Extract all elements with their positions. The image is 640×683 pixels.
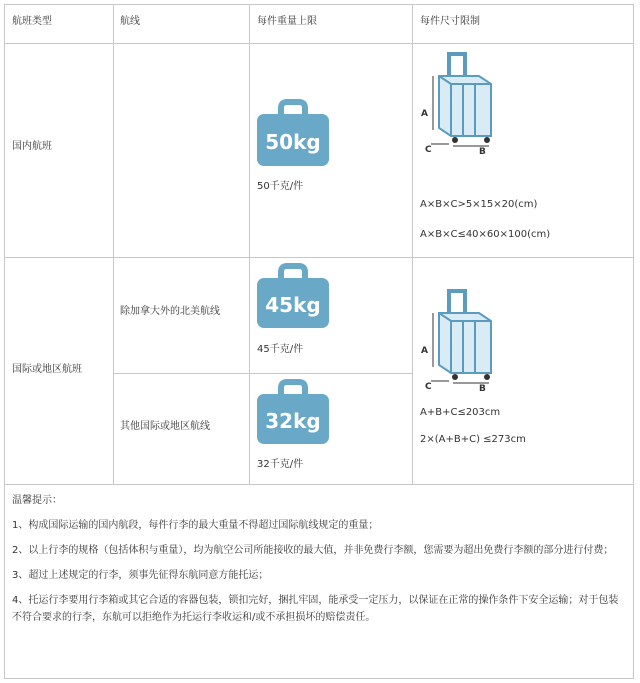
intl-route-north-america: 除加拿大外的北美航线 [120, 306, 220, 317]
header-flight-type: 航班类型 [12, 16, 52, 27]
dim-label-b: B [479, 147, 486, 157]
suitcase-diagram-intl [417, 285, 507, 395]
tips-title: 温馨提示： [12, 495, 62, 506]
dim-label-a: A [421, 109, 428, 119]
intl-size-line-1: A+B+C≤203cm [420, 407, 501, 418]
tip-item: 1、构成国际运输的国内航段，每件行李的最大重量不得超过国际航线规定的重量； [12, 520, 379, 531]
dim-label-c: C [425, 145, 432, 155]
weight-badge-45 [255, 262, 331, 330]
header-weight-limit: 每件重量上限 [257, 16, 317, 27]
suitcase-diagram-domestic [417, 48, 507, 158]
tip-item: 3、超过上述规定的行李，须事先征得东航同意方能托运； [12, 570, 269, 581]
dim-label-a: A [421, 346, 428, 356]
domestic-size-line-1: A×B×C>5×15×20(cm) [420, 199, 538, 210]
intl-weight-text-32: 32千克/件 [257, 459, 304, 470]
tip-item: 4、托运行李要用行李箱或其它合适的容器包装，锁扣完好，捆扎牢固，能承受一定压力，以保证在正常的操作条件下安全运输；对于包装不符合要求的行李，东航可以拒绝作为托运行李收运和/或不承担损坏的赔偿责任。 [12, 595, 619, 623]
weight-badge-32 [255, 378, 331, 446]
domestic-flight-type: 国内航班 [12, 141, 52, 152]
tip-item: 2、以上行李的规格（包括体积与重量），均为航空公司所能接收的最大值，并非免费行李额，您需要为超出免费行李额的部分进行付费； [12, 545, 614, 556]
weight-badge-label: 45kg [265, 293, 321, 317]
dim-label-b: B [479, 384, 486, 394]
row-divider-header [4, 43, 634, 44]
row-divider-tips [4, 484, 634, 485]
header-route: 航线 [120, 16, 140, 27]
col-divider-2 [249, 4, 250, 484]
intl-size-line-2: 2×(A+B+C) ≤273cm [420, 434, 526, 445]
header-size-limit: 每件尺寸限制 [420, 16, 480, 27]
weight-badge-50 [255, 98, 331, 168]
domestic-weight-text: 50千克/件 [257, 181, 304, 192]
intl-flight-type: 国际或地区航班 [12, 364, 82, 375]
row-divider-domestic [4, 257, 634, 258]
col-divider-3 [412, 4, 413, 484]
domestic-size-line-2: A×B×C≤40×60×100(cm) [420, 229, 551, 240]
intl-route-other: 其他国际或地区航线 [120, 421, 210, 432]
intl-weight-text-45: 45千克/件 [257, 344, 304, 355]
tips-section [12, 492, 624, 634]
dim-label-c: C [425, 382, 432, 392]
row-divider-intl-sub [113, 373, 412, 374]
weight-badge-label: 32kg [265, 409, 321, 433]
bag-handle [281, 102, 305, 116]
col-divider-1 [113, 4, 114, 484]
weight-badge-label: 50kg [265, 130, 321, 154]
